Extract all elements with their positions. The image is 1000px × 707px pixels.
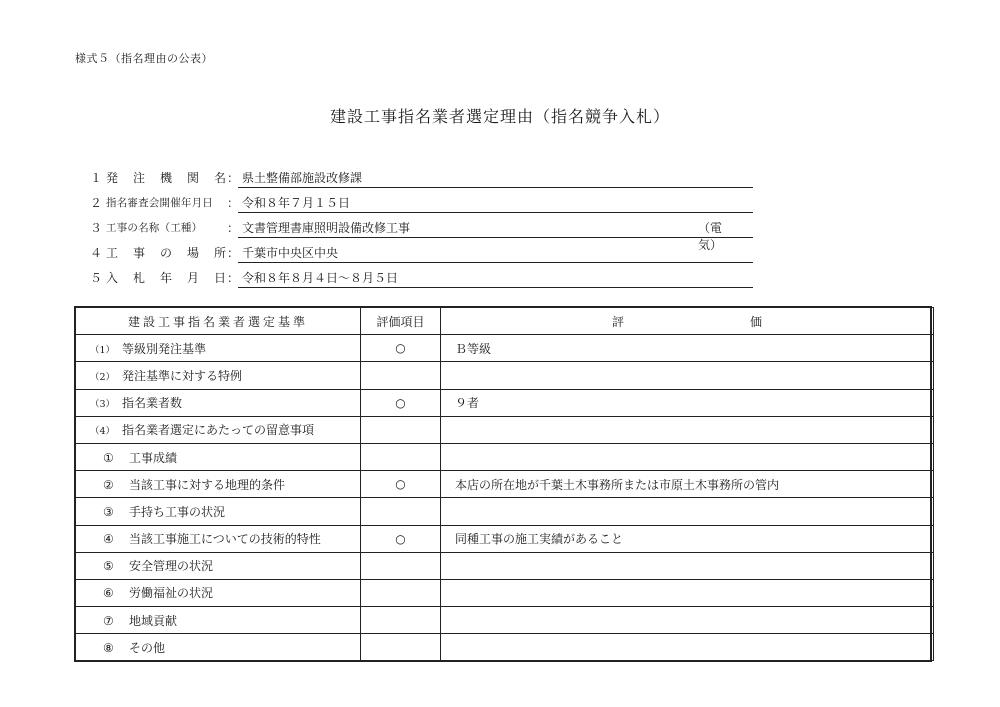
info-underline [238, 237, 753, 238]
evaluation-text [441, 607, 934, 634]
evaluation-mark [361, 634, 441, 661]
info-value: 千葉市中央区中央 [242, 246, 339, 260]
info-label-char: の [159, 246, 172, 260]
criteria-number: （1） [90, 344, 116, 356]
info-label-char: 入 [106, 271, 119, 285]
criteria-cell [76, 443, 361, 470]
table-row [76, 579, 934, 606]
evaluation-mark [361, 362, 441, 389]
info-label-char: 年 [159, 271, 172, 285]
evaluation-text [441, 362, 934, 389]
info-number: １ [90, 171, 103, 185]
criteria-label: 手持ち工事の状況 [129, 504, 226, 519]
criteria-label: 発注基準に対する特例 [122, 368, 243, 383]
evaluation-mark [361, 552, 441, 579]
evaluation-mark [361, 498, 441, 525]
table-row [76, 335, 934, 362]
criteria-cell [76, 498, 361, 525]
criteria-cell [76, 335, 361, 362]
form-label: 様式５（指名理由の公表） [75, 52, 213, 65]
header-evaluation [441, 308, 934, 335]
criteria-circled-number: ② [103, 477, 114, 492]
info-value: 令和８年７月１５日 [242, 196, 351, 210]
info-label-char: 札 [132, 271, 145, 285]
table-row [76, 443, 934, 470]
evaluation-text: 本店の所在地が千葉土木事務所または市原土木事務所の管内 [441, 471, 934, 498]
criteria-circled-number: ⑥ [103, 586, 114, 601]
criteria-number: （2） [90, 371, 116, 383]
evaluation-mark [361, 607, 441, 634]
criteria-label: 指名業者選定にあたっての留意事項 [122, 423, 315, 438]
info-label [106, 169, 226, 186]
info-label-char: 事 [132, 246, 145, 260]
criteria-cell [76, 607, 361, 634]
info-label-char: 月 [186, 271, 199, 285]
info-label [106, 244, 226, 261]
table-row [76, 525, 934, 552]
info-label-char: 所 [213, 246, 226, 260]
criteria-circled-number: ⑧ [103, 640, 114, 655]
evaluation-text [441, 579, 934, 606]
evaluation-text: ９者 [441, 389, 934, 416]
info-label-char: 名 [213, 171, 226, 185]
criteria-cell [76, 416, 361, 443]
table-row [76, 634, 934, 661]
table-row [76, 416, 934, 443]
criteria-cell [76, 552, 361, 579]
info-underline [238, 212, 753, 213]
table-row [76, 362, 934, 389]
document-title: 建設工事指名業者選定理由（指名競争入札） [329, 107, 670, 126]
criteria-label: 労働福祉の状況 [129, 586, 214, 601]
criteria-label: 当該工事に対する地理的条件 [129, 477, 286, 492]
info-number: ４ [90, 246, 103, 260]
evaluation-mark: ○ [361, 335, 441, 362]
evaluation-mark: ○ [361, 471, 441, 498]
evaluation-mark [361, 443, 441, 470]
info-label: 指名審査会開催年月日 [106, 197, 213, 209]
criteria-label: 指名業者数 [122, 396, 183, 411]
criteria-circled-number: ⑤ [103, 559, 114, 574]
info-value: 文書管理書庫照明設備改修工事 [242, 221, 411, 235]
info-underline [238, 187, 753, 188]
header-evaluation-item: 評価項目 [361, 308, 441, 335]
info-label-char: 発 [106, 171, 119, 185]
evaluation-text [441, 498, 934, 525]
table-row [76, 471, 934, 498]
criteria-cell [76, 471, 361, 498]
info-value: 令和８年８月４日～８月５日 [242, 271, 399, 285]
criteria-cell [76, 579, 361, 606]
table-row [76, 389, 934, 416]
info-colon: ： [227, 221, 240, 235]
info-label-char: 工 [106, 246, 119, 260]
evaluation-mark: ○ [361, 389, 441, 416]
table-row [76, 498, 934, 525]
info-label-char: 日 [213, 271, 226, 285]
criteria-cell [76, 362, 361, 389]
criteria-label: 当該工事施工についての技術的特性 [129, 532, 321, 547]
header-evaluation-char-1: 評 [612, 314, 625, 329]
criteria-cell [76, 389, 361, 416]
criteria-number: （3） [90, 399, 116, 411]
header-evaluation-char-2: 価 [749, 314, 762, 329]
criteria-circled-number: ① [103, 450, 114, 465]
criteria-label: 地域貢献 [129, 613, 178, 628]
info-number: ２ [90, 196, 103, 210]
evaluation-mark [361, 579, 441, 606]
header-criteria: 建設工事指名業者選定基準 [76, 308, 361, 335]
selection-criteria-table [75, 307, 934, 661]
table-row [76, 607, 934, 634]
criteria-number: （4） [90, 426, 116, 438]
evaluation-text [441, 634, 934, 661]
evaluation-text [441, 443, 934, 470]
evaluation-text [441, 552, 934, 579]
info-label: 工事の名称（工種） [106, 222, 203, 234]
evaluation-text: 同種工事の施工実績があること [441, 525, 934, 552]
info-label [106, 269, 226, 286]
info-colon: ： [227, 271, 240, 285]
info-label-char: 機 [159, 171, 172, 185]
evaluation-text [441, 416, 934, 443]
criteria-circled-number: ③ [103, 504, 114, 519]
criteria-cell [76, 634, 361, 661]
info-underline [238, 287, 753, 288]
criteria-label: 工事成績 [129, 450, 178, 465]
criteria-cell [76, 525, 361, 552]
info-number: ５ [90, 271, 103, 285]
info-label-char: 関 [186, 171, 199, 185]
criteria-circled-number: ⑦ [103, 613, 114, 628]
evaluation-mark [361, 416, 441, 443]
info-underline [238, 262, 753, 263]
info-colon: ： [227, 171, 240, 185]
evaluation-mark: ○ [361, 525, 441, 552]
evaluation-text: Ｂ等級 [441, 335, 934, 362]
info-value-suffix: （電気） [698, 221, 723, 252]
criteria-label: その他 [129, 640, 166, 655]
info-label-char: 注 [132, 171, 145, 185]
criteria-circled-number: ④ [103, 532, 114, 547]
info-number: ３ [90, 221, 103, 235]
info-label-char: 場 [186, 246, 199, 260]
info-colon: ： [227, 196, 240, 210]
criteria-label: 安全管理の状況 [129, 559, 214, 574]
table-header-row [76, 308, 934, 335]
info-value: 県土整備部施設改修課 [242, 171, 363, 185]
table-row [76, 552, 934, 579]
info-colon: ： [227, 246, 240, 260]
criteria-label: 等級別発注基準 [122, 341, 207, 356]
